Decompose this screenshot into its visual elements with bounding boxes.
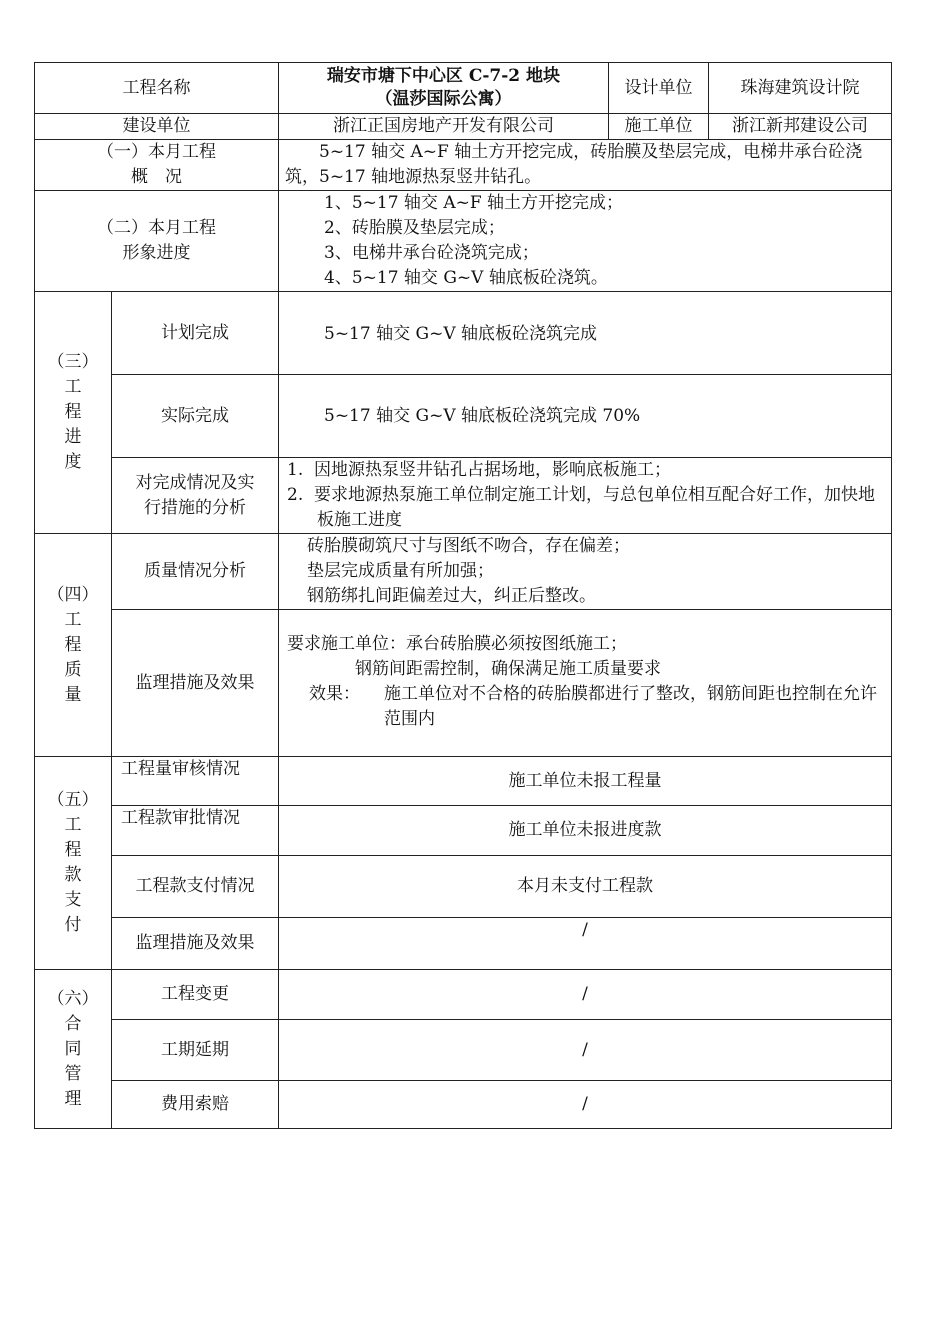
section-label-char: 质 (64, 659, 82, 680)
section-label-char: 量 (64, 684, 82, 705)
progress-image-label-line1: （二）本月工程 (97, 218, 216, 238)
planned-value: 5~17 轴交 G~V 轴底板砼浇筑完成 (279, 292, 892, 375)
progress-item: 3、电梯井承台砼浇筑完成； (324, 243, 539, 263)
paid-value: 本月未支付工程款 (279, 856, 892, 918)
approval-label: 工程款审批情况 (112, 806, 279, 856)
section-label-char: 程 (64, 840, 82, 860)
analysis-label-line1: 对完成情况及实 (135, 472, 255, 493)
overview-label (35, 140, 279, 191)
quality-analysis-line: 钢筋绑扎间距偏差过大，纠正后整改。 (307, 586, 596, 606)
progress-image-label-line2: 形象进度 (122, 243, 191, 263)
section-label-char: 付 (64, 915, 82, 935)
design-unit-label: 设计单位 (609, 63, 709, 114)
quality-section-label (35, 534, 112, 757)
progress-image-list (279, 191, 892, 292)
section-label-char: 工 (64, 377, 82, 397)
analysis-item-text: 因地源热泵竖井钻孔占据场地，影响底板施工； (314, 460, 672, 480)
approval-value: 施工单位未报进度款 (279, 806, 892, 856)
section-label-char: （五） (47, 790, 99, 810)
analysis-item-text: 要求地源热泵施工单位制定施工计划，与总包单位相互配合好工作，加快地板施工进度 (314, 485, 876, 530)
project-name-label: 工程名称 (35, 63, 279, 114)
section-label-char: （三） (47, 352, 99, 372)
section-label-char: 程 (64, 634, 82, 655)
quality-measures-label: 监理措施及效果 (112, 610, 279, 757)
actual-value: 5~17 轴交 G~V 轴底板砼浇筑完成 70% (279, 375, 892, 458)
schedule-section-label (35, 292, 112, 534)
section-label-char: 款 (64, 865, 82, 885)
section-label-char: 工 (64, 815, 82, 835)
section-label-char: （六） (47, 988, 99, 1009)
quality-analysis-line: 砖胎膜砌筑尺寸与图纸不吻合，存在偏差； (307, 536, 630, 556)
section-label-char: 管 (64, 1063, 82, 1084)
analysis-item (287, 458, 885, 483)
section-label-char: （四） (47, 584, 99, 605)
quality-analysis (279, 534, 892, 610)
delay-value: / (279, 1020, 892, 1081)
design-unit: 珠海建筑设计院 (709, 63, 892, 114)
delay-label: 工期延期 (112, 1020, 279, 1081)
section-label-char: 度 (64, 452, 82, 472)
claim-value: / (279, 1081, 892, 1129)
qty-review-label: 工程量审核情况 (112, 757, 279, 806)
construction-unit-label: 施工单位 (609, 114, 709, 140)
overview-text: 5~17 轴交 A~F 轴土方开挖完成，砖胎膜及垫层完成，电梯井承台砼浇筑，5~17 轴地源热泵竖井钻孔。 (279, 140, 892, 191)
analysis-item (287, 483, 885, 533)
overview-label-line1: （一）本月工程 (97, 142, 216, 162)
build-unit-label: 建设单位 (35, 114, 279, 140)
quality-analysis-label: 质量情况分析 (112, 534, 279, 610)
quality-effect-text: 施工单位对不合格的砖胎膜都进行了整改，钢筋间距也控制在允许范围内 (384, 684, 877, 729)
quality-measures (279, 610, 892, 757)
quality-effect (287, 682, 885, 732)
section-label-char: 理 (64, 1088, 82, 1109)
analysis-item-num: 2. (287, 485, 304, 505)
qty-review-value: 施工单位未报工程量 (279, 757, 892, 806)
overview-label-line2: 概 况 (131, 167, 182, 187)
build-unit: 浙江正国房地产开发有限公司 (279, 114, 609, 140)
payment-measures-value: / (279, 918, 892, 970)
planned-label: 计划完成 (112, 292, 279, 375)
progress-item: 4、5~17 轴交 G~V 轴底板砼浇筑。 (324, 268, 608, 288)
progress-image-label (35, 191, 279, 292)
change-value: / (279, 970, 892, 1020)
project-name-line2: （温莎国际公寓） (375, 89, 512, 109)
paid-label: 工程款支付情况 (112, 856, 279, 918)
analysis-label (112, 458, 279, 534)
monthly-report-table (34, 62, 892, 1129)
progress-item: 1、5~17 轴交 A~F 轴土方开挖完成； (324, 193, 624, 213)
quality-effect-label: 效果： (309, 684, 360, 704)
section-label-char: 工 (64, 609, 82, 630)
progress-item: 2、砖胎膜及垫层完成； (324, 218, 505, 238)
payment-section-label (35, 757, 112, 970)
analysis-item-num: 1. (287, 460, 304, 480)
claim-label: 费用索赔 (112, 1081, 279, 1129)
section-label-char: 程 (64, 402, 82, 422)
analysis-list (279, 458, 892, 534)
section-label-char: 合 (64, 1013, 82, 1034)
section-label-char: 同 (64, 1038, 82, 1059)
change-label: 工程变更 (112, 970, 279, 1020)
quality-analysis-line: 垫层完成质量有所加强； (307, 561, 494, 581)
section-label-char: 进 (64, 427, 82, 447)
quality-measures-line2: 钢筋间距需控制，确保满足施工质量要求 (355, 659, 661, 679)
quality-measures-line1: 要求施工单位：承台砖胎膜必须按图纸施工； (287, 634, 627, 654)
section-label-char: 支 (64, 890, 82, 910)
actual-label: 实际完成 (112, 375, 279, 458)
analysis-label-line2: 行措施的分析 (144, 497, 246, 518)
contract-section-label (35, 970, 112, 1129)
payment-measures-label: 监理措施及效果 (112, 918, 279, 970)
construction-unit: 浙江新邦建设公司 (709, 114, 892, 140)
project-name-line1: 瑞安市塘下中心区 C-7-2 地块 (326, 66, 561, 86)
project-name (279, 63, 609, 114)
